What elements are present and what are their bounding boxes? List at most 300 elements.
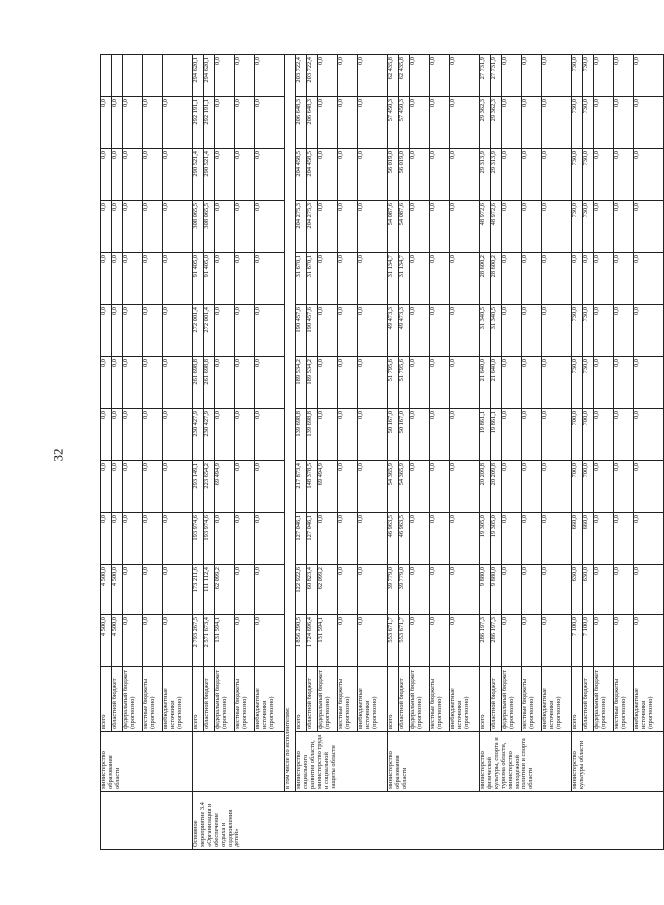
value-cell: 0,0 — [594, 55, 614, 97]
value-cell: 0,0 — [255, 461, 285, 513]
value-cell: 0,0 — [542, 201, 572, 253]
value-cell: 0,0 — [112, 253, 123, 305]
value-cell: 28 600,2 — [491, 253, 502, 305]
funding-source-cell: федеральный бюджет (прогнозно) — [123, 667, 143, 732]
value-cell: 0,0 — [450, 461, 480, 513]
value-cell: 730,0 — [572, 149, 583, 201]
value-cell: 0,0 — [235, 357, 255, 409]
value-cell: 730,0 — [572, 201, 583, 253]
value-cell: 0,0 — [502, 305, 522, 357]
value-cell: 700,0 — [583, 461, 594, 513]
value-cell: 29 362,3 — [491, 97, 502, 149]
value-cell: 203 722,4 — [296, 55, 307, 97]
value-cell: 122 922,6 — [296, 565, 307, 615]
value-cell: 0,0 — [143, 97, 163, 149]
value-cell: 21 640,0 — [480, 357, 491, 409]
value-cell: 0,0 — [358, 513, 388, 565]
value-cell: 0,0 — [410, 253, 430, 305]
value-cell: 0,0 — [215, 253, 235, 305]
value-cell: 9 880,0 — [480, 565, 491, 615]
value-cell: 0,0 — [101, 409, 112, 461]
value-cell: 7 100,0 — [583, 615, 594, 667]
value-cell: 0,0 — [594, 201, 614, 253]
value-cell: 4 500,0 — [112, 565, 123, 615]
value-cell: 0,0 — [614, 55, 634, 97]
value-cell: 0,0 — [163, 97, 193, 149]
value-cell: 31 670,1 — [307, 253, 318, 305]
value-cell: 0,0 — [163, 149, 193, 201]
value-cell: 0,0 — [450, 565, 480, 615]
value-cell: 730,0 — [572, 97, 583, 149]
value-cell: 0,0 — [450, 409, 480, 461]
value-cell: 54 365,9 — [399, 461, 410, 513]
value-cell: 0,0 — [123, 615, 143, 667]
value-cell: 0,0 — [542, 615, 572, 667]
value-cell: 31 340,5 — [480, 305, 491, 357]
value-cell: 0,0 — [583, 253, 594, 305]
value-cell: 203 722,4 — [307, 55, 318, 97]
value-cell: 39 779,0 — [399, 565, 410, 615]
value-cell: 0,0 — [255, 253, 285, 305]
value-cell: 308 065,5 — [204, 201, 215, 253]
value-cell: 0,0 — [101, 201, 112, 253]
value-cell: 19 305,0 — [491, 513, 502, 565]
value-cell: 0,0 — [112, 461, 123, 513]
funding-source-cell: областной бюджет — [307, 667, 318, 732]
value-cell: 27 731,9 — [480, 55, 491, 97]
value-cell: 204 458,5 — [307, 149, 318, 201]
table-row — [491, 55, 502, 850]
value-cell: 730,0 — [572, 55, 583, 97]
value-cell: 91 405,0 — [204, 253, 215, 305]
value-cell: 0,0 — [123, 565, 143, 615]
value-cell: 0,0 — [112, 409, 123, 461]
value-cell: 0,0 — [235, 615, 255, 667]
value-cell: 0,0 — [235, 409, 255, 461]
value-cell: 57 450,3 — [399, 97, 410, 149]
table-row — [338, 55, 358, 850]
value-cell: 0,0 — [215, 305, 235, 357]
value-cell: 0,0 — [594, 253, 614, 305]
value-cell: 0,0 — [318, 409, 338, 461]
value-cell: 0,0 — [410, 357, 430, 409]
value-cell: 0,0 — [143, 565, 163, 615]
value-cell: 0,0 — [143, 149, 163, 201]
value-cell: 0,0 — [123, 253, 143, 305]
value-cell: 0,0 — [358, 357, 388, 409]
table-row — [101, 55, 112, 850]
value-cell: 0,0 — [634, 461, 664, 513]
value-cell: 0,0 — [594, 615, 614, 667]
funding-source-cell: местные бюджеты (прогнозно) — [338, 667, 358, 732]
value-cell: 0,0 — [255, 149, 285, 201]
value-cell: 0,0 — [430, 97, 450, 149]
value-cell: 189 534,2 — [307, 357, 318, 409]
funding-source-cell: всего — [572, 667, 583, 732]
value-cell: 308 065,5 — [193, 201, 204, 253]
value-cell: 730,0 — [583, 149, 594, 201]
table-row — [285, 55, 296, 850]
value-cell: 230 427,9 — [204, 409, 215, 461]
value-cell: 660,0 — [572, 513, 583, 565]
value-cell: 0,0 — [338, 615, 358, 667]
value-cell: 630,0 — [583, 565, 594, 615]
value-cell: 0,0 — [634, 253, 664, 305]
value-cell: 217 873,4 — [296, 461, 307, 513]
value-cell: 0,0 — [614, 253, 634, 305]
value-cell: 0,0 — [123, 305, 143, 357]
value-cell: 49 473,3 — [399, 305, 410, 357]
executor-cell: министерство образования области — [101, 732, 193, 792]
value-cell: 21 640,0 — [491, 357, 502, 409]
value-cell: 0,0 — [215, 149, 235, 201]
funding-source-cell: областной бюджет — [112, 667, 123, 732]
value-cell: 0,0 — [338, 55, 358, 97]
value-cell: 0,0 — [338, 461, 358, 513]
value-cell: 190 457,6 — [307, 305, 318, 357]
value-cell: 286 197,3 — [491, 615, 502, 667]
value-cell: 0,0 — [450, 149, 480, 201]
value-cell: 0,0 — [112, 305, 123, 357]
value-cell: 0,0 — [614, 149, 634, 201]
value-cell: 0,0 — [542, 55, 572, 97]
value-cell: 0,0 — [163, 461, 193, 513]
value-cell: 0,0 — [410, 201, 430, 253]
value-cell: 0,0 — [430, 357, 450, 409]
table-row — [143, 55, 163, 850]
empty-cell — [101, 55, 112, 97]
value-cell: 0,0 — [358, 565, 388, 615]
value-cell: 0,0 — [522, 513, 542, 565]
table-row — [399, 55, 410, 850]
value-cell: 0,0 — [338, 201, 358, 253]
value-cell: 0,0 — [255, 615, 285, 667]
value-cell: 46 963,5 — [388, 513, 399, 565]
value-cell: 0,0 — [450, 55, 480, 97]
value-cell: 0,0 — [614, 615, 634, 667]
value-cell: 62 099,2 — [215, 565, 235, 615]
value-cell: 20 209,8 — [491, 461, 502, 513]
value-cell: 0,0 — [123, 357, 143, 409]
table-row — [634, 55, 664, 850]
value-cell: 0,0 — [235, 149, 255, 201]
funding-source-cell: всего — [101, 667, 112, 732]
value-cell: 51 795,6 — [399, 357, 410, 409]
funding-source-cell: местные бюджеты (прогнозно) — [522, 667, 542, 732]
value-cell: 292 191,1 — [204, 97, 215, 149]
table-row — [112, 55, 123, 850]
table-row — [572, 55, 583, 850]
value-cell: 1 724 696,4 — [307, 615, 318, 667]
value-cell: 0,0 — [358, 461, 388, 513]
value-cell: 31 134,7 — [399, 253, 410, 305]
value-cell: 7 100,0 — [572, 615, 583, 667]
value-cell: 0,0 — [358, 409, 388, 461]
value-cell: 0,0 — [338, 565, 358, 615]
value-cell: 261 698,8 — [204, 357, 215, 409]
value-cell: 0,0 — [101, 253, 112, 305]
value-cell: 700,0 — [572, 409, 583, 461]
value-cell: 0,0 — [163, 513, 193, 565]
value-cell: 50 167,0 — [388, 409, 399, 461]
executor-cell: министерство культуры области — [572, 732, 664, 792]
value-cell: 0,0 — [358, 615, 388, 667]
table-row — [522, 55, 542, 850]
funding-source-cell: местные бюджеты (прогнозно) — [143, 667, 163, 732]
value-cell: 0,0 — [255, 565, 285, 615]
value-cell: 0,0 — [255, 305, 285, 357]
value-cell: 0,0 — [522, 615, 542, 667]
value-cell: 54 087,6 — [399, 201, 410, 253]
value-cell: 0,0 — [112, 513, 123, 565]
value-cell: 0,0 — [123, 97, 143, 149]
value-cell: 0,0 — [318, 253, 338, 305]
value-cell: 193 974,6 — [204, 513, 215, 565]
table-row — [450, 55, 480, 850]
value-cell: 0,0 — [318, 201, 338, 253]
value-cell: 0,0 — [318, 97, 338, 149]
value-cell: 0,0 — [634, 409, 664, 461]
value-cell: 131 594,1 — [215, 615, 235, 667]
value-cell: 49 473,3 — [388, 305, 399, 357]
funding-source-cell: внебюджетные источники (прогнозно) — [542, 667, 572, 732]
value-cell: 0,0 — [614, 409, 634, 461]
value-cell: 730,0 — [572, 305, 583, 357]
funding-source-cell: местные бюджеты (прогнозно) — [430, 667, 450, 732]
value-cell: 0,0 — [101, 97, 112, 149]
value-cell: 0,0 — [502, 565, 522, 615]
table-row — [296, 55, 307, 850]
value-cell: 0,0 — [215, 97, 235, 149]
value-cell: 0,0 — [338, 305, 358, 357]
value-cell: 0,0 — [112, 97, 123, 149]
value-cell: 60 823,4 — [307, 565, 318, 615]
value-cell: 0,0 — [542, 149, 572, 201]
funding-source-cell: федеральный бюджет (прогнозно) — [410, 667, 430, 732]
empty-cell — [143, 55, 163, 97]
value-cell: 62 435,8 — [388, 55, 399, 97]
value-cell: 0,0 — [410, 615, 430, 667]
funding-source-cell: всего — [296, 667, 307, 732]
funding-source-cell: федеральный бюджет (прогнозно) — [594, 667, 614, 732]
value-cell: 0,0 — [614, 97, 634, 149]
value-cell: 0,0 — [338, 149, 358, 201]
value-cell: 0,0 — [215, 357, 235, 409]
table-row — [410, 55, 430, 850]
value-cell: 48 972,6 — [480, 201, 491, 253]
value-cell: 272 001,4 — [204, 305, 215, 357]
value-cell: 294 620,1 — [193, 55, 204, 97]
page-number: 32 — [50, 448, 66, 462]
table-row — [480, 55, 491, 850]
value-cell: 0,0 — [338, 97, 358, 149]
value-cell: 0,0 — [235, 565, 255, 615]
value-cell: 700,0 — [583, 409, 594, 461]
value-cell: 0,0 — [338, 513, 358, 565]
value-cell: 27 731,9 — [491, 55, 502, 97]
value-cell: 0,0 — [502, 461, 522, 513]
table-row — [388, 55, 399, 850]
value-cell: 0,0 — [634, 149, 664, 201]
value-cell: 1 856 290,5 — [296, 615, 307, 667]
value-cell: 0,0 — [101, 357, 112, 409]
value-cell: 0,0 — [502, 409, 522, 461]
empty-cell — [163, 55, 193, 97]
value-cell: 62 435,8 — [399, 55, 410, 97]
value-cell: 0,0 — [450, 201, 480, 253]
value-cell: 193 974,6 — [193, 513, 204, 565]
value-cell: 0,0 — [634, 357, 664, 409]
value-cell: 0,0 — [542, 409, 572, 461]
value-cell: 272 001,4 — [193, 305, 204, 357]
value-cell: 230 427,9 — [193, 409, 204, 461]
value-cell: 46 963,5 — [399, 513, 410, 565]
value-cell: 0,0 — [101, 149, 112, 201]
value-cell: 0,0 — [502, 615, 522, 667]
value-cell: 0,0 — [410, 409, 430, 461]
value-cell: 0,0 — [338, 253, 358, 305]
value-cell: 0,0 — [163, 409, 193, 461]
value-cell: 700,0 — [572, 461, 583, 513]
value-cell: 630,0 — [572, 565, 583, 615]
value-cell: 204 458,5 — [296, 149, 307, 201]
value-cell: 0,0 — [634, 565, 664, 615]
value-cell: 0,0 — [450, 97, 480, 149]
subheader-cell: в том числе по исполнителям: — [285, 55, 296, 792]
value-cell: 0,0 — [430, 149, 450, 201]
value-cell: 290 521,4 — [193, 149, 204, 201]
value-cell: 0,0 — [123, 409, 143, 461]
value-cell: 0,0 — [542, 565, 572, 615]
value-cell: 4 500,0 — [101, 565, 112, 615]
value-cell: 0,0 — [430, 55, 450, 97]
value-cell: 0,0 — [235, 305, 255, 357]
executor-cell — [193, 732, 285, 792]
value-cell: 0,0 — [163, 253, 193, 305]
value-cell: 0,0 — [143, 201, 163, 253]
value-cell: 0,0 — [410, 55, 430, 97]
value-cell: 69 494,9 — [215, 461, 235, 513]
value-cell: 29 362,3 — [480, 97, 491, 149]
value-cell: 0,0 — [358, 97, 388, 149]
value-cell: 139 698,8 — [307, 409, 318, 461]
value-cell: 0,0 — [318, 55, 338, 97]
value-cell: 54 087,6 — [388, 201, 399, 253]
value-cell: 0,0 — [522, 201, 542, 253]
value-cell: 127 046,1 — [307, 513, 318, 565]
value-cell: 0,0 — [123, 201, 143, 253]
value-cell: 730,0 — [583, 201, 594, 253]
value-cell: 0,0 — [502, 357, 522, 409]
value-cell: 223 654,2 — [204, 461, 215, 513]
value-cell: 0,0 — [143, 513, 163, 565]
value-cell: 19 861,1 — [491, 409, 502, 461]
value-cell: 20 209,8 — [480, 461, 491, 513]
funding-source-cell: областной бюджет — [491, 667, 502, 732]
value-cell: 0,0 — [235, 253, 255, 305]
value-cell: 0,0 — [634, 55, 664, 97]
value-cell: 69 494,9 — [318, 461, 338, 513]
value-cell: 0,0 — [101, 513, 112, 565]
value-cell: 0,0 — [255, 201, 285, 253]
value-cell: 0,0 — [143, 253, 163, 305]
value-cell: 0,0 — [594, 513, 614, 565]
value-cell: 0,0 — [163, 305, 193, 357]
funding-source-cell: внебюджетные источники (прогнозно) — [634, 667, 664, 732]
value-cell: 0,0 — [542, 513, 572, 565]
table-row — [430, 55, 450, 850]
value-cell: 0,0 — [502, 253, 522, 305]
value-cell: 0,0 — [255, 55, 285, 97]
value-cell: 0,0 — [235, 201, 255, 253]
value-cell: 0,0 — [143, 357, 163, 409]
value-cell: 286 197,3 — [480, 615, 491, 667]
value-cell: 29 313,9 — [491, 149, 502, 201]
value-cell: 0,0 — [594, 357, 614, 409]
value-cell: 4 500,0 — [101, 615, 112, 667]
value-cell: 0,0 — [143, 461, 163, 513]
value-cell: 0,0 — [594, 97, 614, 149]
value-cell: 57 450,3 — [388, 97, 399, 149]
value-cell: 0,0 — [123, 461, 143, 513]
value-cell: 0,0 — [358, 253, 388, 305]
value-cell: 0,0 — [542, 357, 572, 409]
funding-source-cell: федеральный бюджет (прогнозно) — [215, 667, 235, 732]
value-cell: 0,0 — [450, 615, 480, 667]
value-cell: 0,0 — [634, 615, 664, 667]
funding-source-cell: областной бюджет — [399, 667, 410, 732]
value-cell: 0,0 — [410, 149, 430, 201]
value-cell: 0,0 — [143, 615, 163, 667]
value-cell: 0,0 — [410, 305, 430, 357]
value-cell: 0,0 — [235, 513, 255, 565]
value-cell: 91 405,0 — [193, 253, 204, 305]
value-cell: 0,0 — [522, 253, 542, 305]
value-cell: 0,0 — [318, 357, 338, 409]
value-cell: 553 671,7 — [388, 615, 399, 667]
value-cell: 0,0 — [358, 305, 388, 357]
value-cell: 0,0 — [235, 55, 255, 97]
value-cell: 0,0 — [634, 97, 664, 149]
value-cell: 0,0 — [502, 97, 522, 149]
funding-source-cell: внебюджетные источники (прогнозно) — [163, 667, 193, 732]
table-row — [542, 55, 572, 850]
value-cell: 0,0 — [522, 149, 542, 201]
value-cell: 4 500,0 — [112, 615, 123, 667]
table-row — [307, 55, 318, 850]
funding-source-cell: внебюджетные источники (прогнозно) — [358, 667, 388, 732]
value-cell: 0,0 — [430, 305, 450, 357]
value-cell: 0,0 — [502, 149, 522, 201]
value-cell: 111 112,4 — [204, 565, 215, 615]
value-cell: 0,0 — [594, 409, 614, 461]
value-cell: 0,0 — [450, 305, 480, 357]
value-cell: 0,0 — [614, 201, 634, 253]
value-cell: 0,0 — [430, 565, 450, 615]
value-cell: 290 521,4 — [204, 149, 215, 201]
value-cell: 0,0 — [410, 461, 430, 513]
value-cell: 0,0 — [123, 513, 143, 565]
value-cell: 0,0 — [235, 97, 255, 149]
value-cell: 0,0 — [594, 461, 614, 513]
value-cell: 0,0 — [112, 149, 123, 201]
budget-table — [100, 54, 664, 850]
value-cell: 51 795,6 — [388, 357, 399, 409]
value-cell: 0,0 — [358, 149, 388, 201]
value-cell: 0,0 — [430, 253, 450, 305]
value-cell: 0,0 — [338, 357, 358, 409]
value-cell: 0,0 — [163, 615, 193, 667]
